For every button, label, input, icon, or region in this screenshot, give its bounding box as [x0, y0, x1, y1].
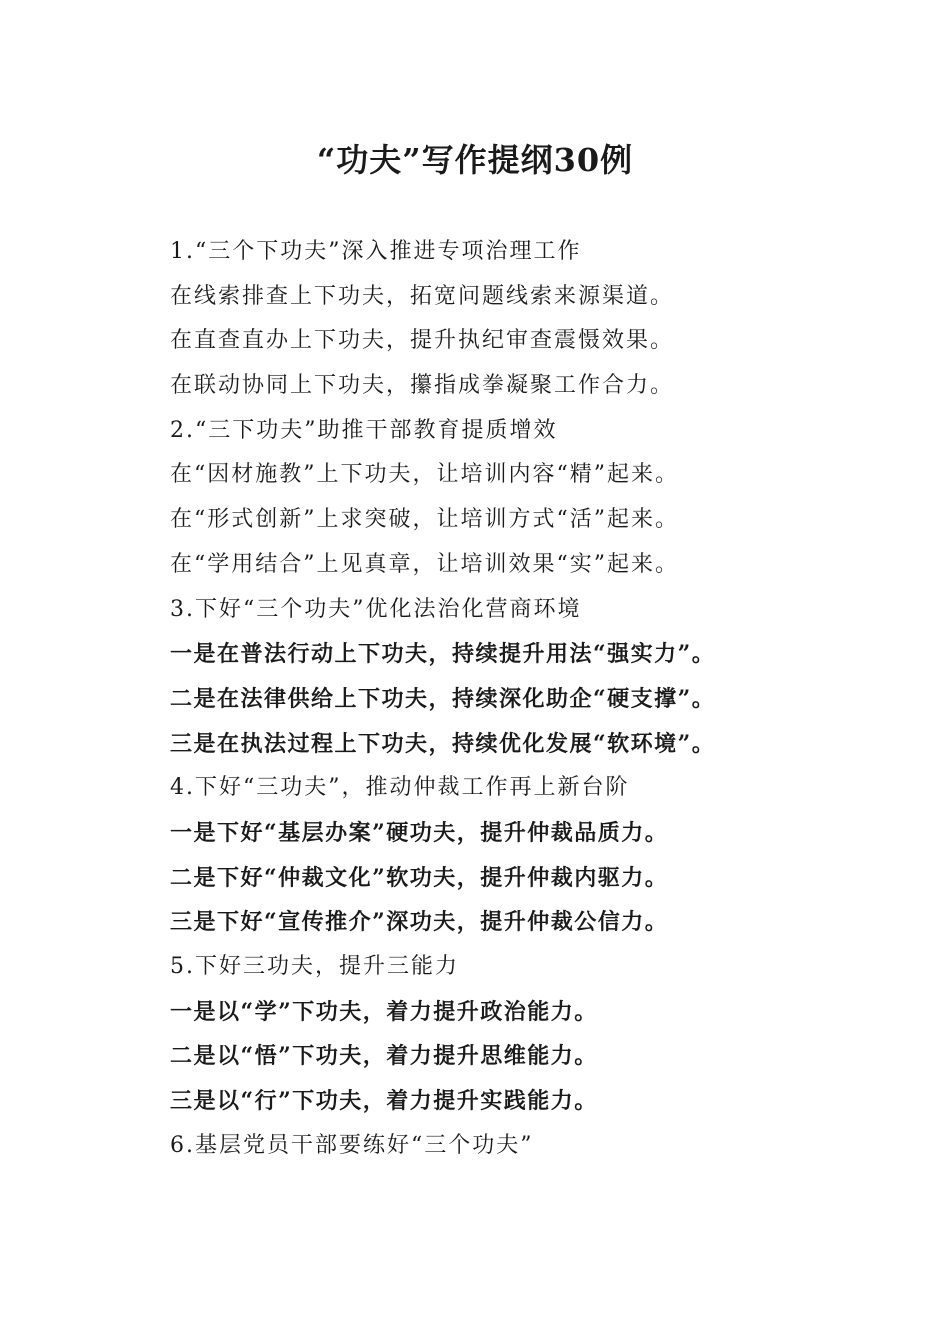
text-line: 在联动协同上下功夫，攥指成拳凝聚工作合力。: [170, 373, 675, 399]
text-line: 2.“三下功夫”助推干部教育提质增效: [170, 417, 558, 443]
text-line: 一是下好“基层办案”硬功夫，提升仲裁品质力。: [170, 819, 669, 846]
text-line: 在“形式创新”上求突破，让培训方式“活”起来。: [170, 507, 679, 533]
text-line: 在直查直办上下功夫，提升执纪审查震慑效果。: [170, 328, 675, 354]
text-line: 4.下好“三功夫”，推动仲裁工作再上新台阶: [170, 775, 630, 801]
text-line: 三是以“行”下功夫，着力提升实践能力。: [170, 1088, 598, 1115]
text-line: 一是在普法行动上下功夫，持续提升用法“强实力”。: [170, 641, 716, 668]
text-line: 二是在法律供给上下功夫，持续深化助企“硬支撑”。: [170, 685, 716, 712]
text-line: 二是下好“仲裁文化”软功夫，提升仲裁内驱力。: [170, 864, 669, 891]
text-line: 5.下好三功夫，提升三能力: [170, 954, 459, 979]
text-line: 在线索排查上下功夫，拓宽问题线索来源渠道。: [170, 283, 675, 309]
text-line: 一是以“学”下功夫，着力提升政治能力。: [170, 998, 598, 1025]
text-line: 在“学用结合”上见真章，让培训效果“实”起来。: [170, 551, 679, 577]
text-line: 3.下好“三个功夫”优化法治化营商环境: [170, 596, 582, 622]
text-line: 在“因材施教”上下功夫，让培训内容“精”起来。: [170, 462, 679, 488]
text-line: 1.“三个下功夫”深入推进专项治理工作: [170, 239, 582, 264]
page-title: “功夫”写作提纲30例: [316, 141, 634, 179]
text-line: 三是下好“宣传推介”深功夫，提升仲裁公信力。: [170, 909, 669, 936]
text-line: 二是以“悟”下功夫，着力提升思维能力。: [170, 1043, 598, 1070]
text-line: 6.基层党员干部要练好“三个功夫”: [170, 1132, 534, 1158]
text-line: 三是在执法过程上下功夫，持续优化发展“软环境”。: [170, 730, 716, 757]
document-body: [170, 230, 910, 1168]
